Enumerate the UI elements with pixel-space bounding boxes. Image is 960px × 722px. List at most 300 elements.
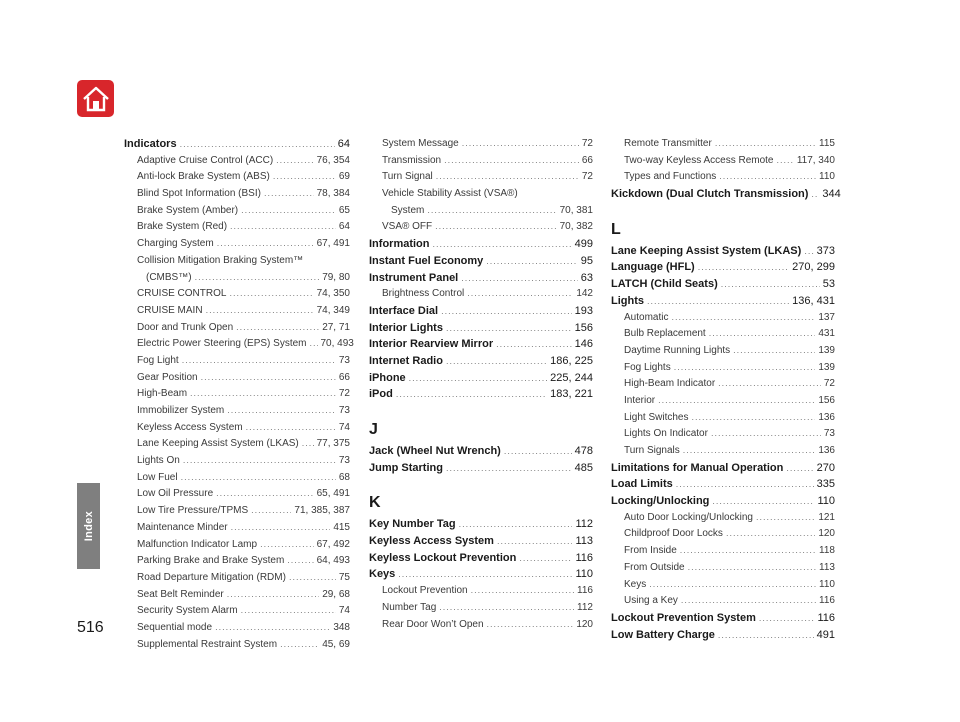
entry-term: High-Beam	[137, 388, 188, 400]
entry-pages[interactable]: 73	[338, 405, 350, 416]
leader-dots	[280, 639, 319, 649]
entry-pages[interactable]: 113	[819, 561, 835, 573]
entry-pages[interactable]: 67, 491	[316, 238, 350, 250]
entry-pages[interactable]: 29, 68	[322, 588, 350, 600]
leader-dots	[486, 256, 577, 266]
section-letter-heading: K	[369, 494, 381, 512]
index-entry[interactable]	[369, 305, 593, 322]
entry-pages[interactable]: 183, 221	[550, 388, 593, 401]
index-subentry[interactable]	[369, 171, 593, 188]
entry-pages[interactable]: 136, 431	[792, 294, 835, 307]
entry-pages[interactable]: 116	[575, 551, 593, 564]
entry-term: High-Beam Indicator	[624, 378, 716, 390]
entry-term: Remote Transmitter	[624, 138, 712, 149]
home-icon	[82, 86, 110, 112]
entry-pages[interactable]: 499	[574, 238, 593, 251]
index-subentry[interactable]	[124, 205, 350, 222]
entry-term: Lights	[611, 294, 644, 307]
index-subentry[interactable]	[369, 288, 593, 305]
index-entry[interactable]	[611, 612, 835, 629]
entry-term: Immobilizer System	[137, 405, 225, 416]
entry-term: Limitations for Manual Operation	[611, 461, 784, 474]
index-entry[interactable]	[369, 338, 593, 355]
index-subentry[interactable]	[124, 388, 350, 405]
leader-dots	[227, 589, 319, 599]
entry-term: Keyless Lockout Prevention	[369, 551, 517, 564]
index-subentry[interactable]	[611, 171, 835, 188]
index-subentry[interactable]	[124, 288, 350, 305]
index-subentry[interactable]	[124, 539, 350, 556]
leader-dots	[427, 205, 556, 215]
leader-dots	[811, 189, 819, 199]
index-entry[interactable]	[369, 388, 593, 405]
leader-dots	[227, 405, 336, 415]
index-entry[interactable]	[611, 295, 835, 312]
entry-pages[interactable]: 110	[575, 568, 593, 581]
leader-dots	[719, 171, 816, 181]
leader-dots	[674, 362, 816, 372]
entry-term: Auto Door Locking/Unlocking	[624, 511, 753, 523]
entry-pages[interactable]: 136	[818, 445, 835, 456]
leader-dots	[229, 288, 313, 298]
entry-term: Lane Keeping Assist System (LKAS)	[137, 438, 299, 450]
leader-dots	[691, 412, 815, 422]
entry-pages[interactable]: 70, 381	[559, 204, 593, 216]
index-subentry[interactable]	[611, 562, 835, 579]
entry-pages[interactable]: 66	[581, 154, 593, 166]
index-subentry[interactable]	[369, 138, 593, 155]
index-subentry[interactable]	[124, 522, 350, 539]
entry-pages[interactable]: 491	[816, 628, 835, 641]
index-subentry[interactable]	[124, 155, 350, 172]
leader-dots	[195, 272, 320, 282]
leader-dots	[759, 613, 815, 623]
leader-dots	[756, 512, 815, 522]
index-subentry[interactable]	[124, 272, 350, 289]
entry-term: Transmission	[382, 154, 442, 166]
entry-term: Internet Radio	[369, 354, 443, 367]
entry-pages[interactable]: 64	[337, 138, 350, 150]
index-entry[interactable]	[124, 138, 350, 155]
entry-term: Road Departure Mitigation (RDM)	[137, 571, 286, 583]
entry-pages[interactable]: 74, 349	[316, 304, 350, 316]
leader-dots	[519, 553, 572, 563]
index-entry[interactable]	[369, 568, 593, 585]
index-entry[interactable]	[611, 478, 835, 495]
index-entry[interactable]	[369, 535, 593, 552]
entry-pages[interactable]: 27, 71	[322, 321, 350, 333]
index-subentry[interactable]	[124, 505, 350, 522]
entry-term: Types and Functions	[624, 171, 717, 183]
index-subentry[interactable]	[611, 528, 835, 545]
index-subentry[interactable]	[124, 472, 350, 489]
index-subentry[interactable]	[124, 338, 354, 355]
entry-term: Turn Signals	[624, 445, 680, 456]
entry-term: Information	[369, 238, 430, 251]
entry-pages[interactable]: 74	[338, 605, 350, 617]
leader-dots	[504, 446, 572, 456]
leader-dots	[181, 472, 336, 482]
index-column-3	[611, 138, 841, 645]
index-subentry[interactable]	[124, 188, 350, 205]
index-entry[interactable]	[611, 495, 835, 512]
index-entry[interactable]	[611, 278, 835, 295]
entry-term: Light Switches	[624, 411, 689, 423]
index-subentry[interactable]	[369, 602, 593, 619]
index-subentry[interactable]	[611, 512, 835, 529]
entry-pages[interactable]: 116	[819, 595, 835, 607]
index-entry[interactable]	[611, 188, 841, 205]
entry-pages[interactable]: 74	[338, 421, 350, 433]
entry-term: Lockout Prevention System	[611, 611, 756, 624]
entry-term: Collision Mitigation Braking System™	[137, 254, 304, 266]
index-subentry[interactable]	[124, 322, 350, 339]
leader-dots	[683, 445, 816, 455]
entry-pages[interactable]: 112	[577, 601, 593, 613]
index-entry[interactable]	[369, 552, 593, 569]
entry-pages[interactable]: 78, 384	[316, 188, 350, 200]
entry-term: Door and Trunk Open	[137, 321, 234, 333]
entry-pages[interactable]: 156	[574, 321, 593, 334]
index-entry[interactable]	[369, 372, 593, 389]
index-subentry	[369, 188, 593, 205]
leader-dots	[289, 572, 336, 582]
index-subentry[interactable]	[369, 585, 593, 602]
leader-dots	[216, 488, 313, 498]
entry-pages[interactable]: 270	[816, 461, 835, 474]
index-column-1	[124, 138, 354, 655]
entry-term: System	[391, 204, 425, 216]
entry-term: Low Tire Pressure/TPMS	[137, 505, 249, 517]
index-subentry[interactable]	[611, 595, 835, 612]
index-subentry[interactable]	[124, 438, 350, 455]
index-entry[interactable]	[369, 255, 593, 272]
entry-term: Jump Starting	[369, 461, 443, 474]
entry-term: Malfunction Indicator Lamp	[137, 538, 258, 550]
entry-pages[interactable]: 478	[574, 445, 593, 457]
leader-dots	[471, 585, 574, 595]
leader-dots	[446, 463, 572, 473]
leader-dots	[398, 569, 572, 579]
index-subentry[interactable]	[124, 572, 350, 589]
leader-dots	[671, 312, 815, 322]
index-column-2	[369, 138, 593, 635]
entry-term: Adaptive Cruise Control (ACC)	[137, 154, 274, 166]
leader-dots	[264, 188, 314, 198]
entry-pages[interactable]: 431	[818, 328, 835, 340]
entry-term: Locking/Unlocking	[611, 495, 710, 508]
entry-pages[interactable]: 186, 225	[550, 354, 593, 367]
entry-term: Automatic	[624, 311, 669, 323]
entry-term: Turn Signal	[382, 171, 433, 183]
leader-dots	[231, 522, 331, 532]
entry-term: Keyless Access System	[137, 421, 243, 433]
leader-dots	[446, 323, 572, 333]
entry-term: iPhone	[369, 371, 406, 384]
leader-dots	[201, 372, 336, 382]
entry-pages[interactable]: 344	[822, 188, 841, 201]
index-entry[interactable]	[611, 261, 835, 278]
leader-dots	[711, 428, 821, 438]
leader-dots	[433, 239, 572, 249]
index-subentry[interactable]	[369, 619, 593, 636]
leader-dots	[230, 221, 336, 231]
index-subentry[interactable]	[124, 405, 350, 422]
leader-dots	[680, 545, 816, 555]
index-subentry[interactable]	[611, 579, 835, 596]
leader-dots	[436, 171, 579, 181]
index-subentry[interactable]	[611, 428, 835, 445]
entry-term: Lights On	[137, 455, 180, 467]
entry-term: VSA® OFF	[382, 221, 433, 233]
index-entry[interactable]	[611, 245, 835, 262]
entry-pages[interactable]: 110	[817, 495, 835, 508]
index-subentry[interactable]	[611, 138, 835, 155]
entry-term: Keys	[624, 578, 647, 590]
entry-pages[interactable]: 77, 375	[316, 438, 350, 450]
index-subentry[interactable]	[611, 412, 835, 429]
leader-dots	[444, 155, 579, 165]
index-subentry[interactable]	[124, 455, 350, 472]
entry-term: Load Limits	[611, 478, 673, 491]
entry-pages[interactable]: 70, 493	[320, 338, 354, 350]
entry-pages[interactable]: 139	[818, 361, 835, 373]
entry-pages[interactable]: 136	[818, 411, 835, 423]
index-subentry[interactable]	[611, 378, 835, 395]
index-subentry[interactable]	[124, 555, 350, 572]
entry-term: Rear Door Won’t Open	[382, 618, 484, 630]
index-subentry[interactable]	[611, 445, 835, 462]
entry-term: Kickdown (Dual Clutch Transmission)	[611, 188, 809, 201]
entry-pages[interactable]: 146	[574, 338, 593, 351]
index-subentry[interactable]	[124, 238, 350, 255]
index-entry[interactable]	[369, 272, 593, 289]
index-entry[interactable]	[369, 238, 593, 255]
index-subentry[interactable]	[124, 488, 350, 505]
entry-term: Parking Brake and Brake System	[137, 555, 285, 567]
entry-pages[interactable]: 156	[818, 394, 835, 406]
page-number: 516	[77, 619, 104, 636]
entry-term: Keys	[369, 568, 396, 581]
entry-pages[interactable]: 112	[575, 518, 593, 531]
entry-term: Fog Light	[137, 354, 179, 366]
index-subentry[interactable]	[124, 422, 350, 439]
entry-pages[interactable]: 69	[338, 171, 350, 183]
entry-pages[interactable]: 72	[823, 378, 835, 390]
leader-dots	[251, 505, 291, 515]
entry-term: (CMBS™)	[146, 271, 192, 283]
index-entry[interactable]	[369, 445, 593, 462]
entry-term: Low Fuel	[137, 471, 178, 483]
entry-pages[interactable]: 225, 244	[550, 371, 593, 384]
entry-term: LATCH (Child Seats)	[611, 278, 718, 291]
section-letter-heading: J	[369, 421, 378, 438]
entry-pages[interactable]: 348	[333, 621, 350, 633]
leader-dots	[718, 630, 814, 640]
index-subentry[interactable]	[369, 221, 593, 238]
entry-pages[interactable]: 70, 382	[559, 221, 593, 233]
index-subentry[interactable]	[611, 345, 835, 362]
index-subentry[interactable]	[124, 355, 350, 372]
entry-pages[interactable]: 121	[818, 511, 835, 523]
index-subentry[interactable]	[124, 605, 350, 622]
index-subentry[interactable]	[369, 205, 593, 222]
index-subentry[interactable]	[124, 372, 350, 389]
entry-pages[interactable]: 116	[817, 611, 835, 624]
entry-term: Brightness Control	[382, 288, 465, 300]
entry-pages[interactable]: 74, 350	[316, 288, 350, 300]
index-entry[interactable]	[369, 462, 593, 479]
index-subentry[interactable]	[611, 545, 835, 562]
entry-pages[interactable]: 120	[818, 528, 835, 540]
leader-dots	[715, 138, 816, 148]
entry-pages[interactable]: 64, 493	[316, 555, 350, 567]
entry-pages[interactable]: 53	[822, 278, 835, 291]
entry-pages[interactable]: 45, 69	[322, 638, 350, 650]
entry-pages[interactable]: 118	[819, 545, 835, 557]
leader-dots	[217, 238, 314, 248]
index-subentry[interactable]	[124, 639, 350, 656]
index-subentry[interactable]	[611, 312, 835, 329]
leader-dots	[183, 455, 336, 465]
entry-pages[interactable]: 65, 491	[316, 488, 350, 500]
leader-dots	[733, 345, 815, 355]
entry-pages[interactable]: 63	[580, 271, 593, 284]
entry-pages[interactable]: 65	[338, 204, 350, 216]
entry-pages[interactable]: 75	[338, 571, 350, 583]
entry-pages[interactable]: 116	[577, 585, 593, 597]
index-entry[interactable]	[611, 629, 835, 646]
entry-term: Key Number Tag	[369, 518, 456, 531]
entry-term: Interior Rearview Mirror	[369, 338, 494, 351]
index-subentry[interactable]	[611, 328, 835, 345]
entry-pages[interactable]: 117, 340	[796, 154, 835, 166]
entry-pages[interactable]: 72	[338, 388, 350, 400]
entry-term: Seat Belt Reminder	[137, 588, 224, 600]
entry-pages[interactable]: 335	[816, 478, 835, 491]
entry-pages[interactable]: 113	[575, 535, 593, 548]
side-tab-label: Index	[82, 510, 95, 542]
entry-pages[interactable]: 485	[574, 461, 593, 474]
index-entry[interactable]	[369, 355, 593, 372]
entry-pages[interactable]: 142	[576, 288, 593, 300]
entry-term: Sequential mode	[137, 621, 213, 633]
leader-dots	[310, 338, 318, 348]
index-subentry[interactable]	[124, 305, 350, 322]
entry-term: Lane Keeping Assist System (LKAS)	[611, 244, 802, 257]
entry-pages[interactable]: 415	[333, 521, 350, 533]
index-subentry	[124, 255, 350, 272]
index-entry[interactable]	[369, 518, 593, 535]
index-side-tab[interactable]	[77, 483, 100, 569]
entry-term: Childproof Door Locks	[624, 528, 723, 540]
entry-term: Blind Spot Information (BSI)	[137, 188, 261, 200]
index-subentry[interactable]	[124, 221, 350, 238]
entry-pages[interactable]: 373	[816, 244, 835, 257]
leader-dots	[236, 322, 319, 332]
leader-dots	[446, 356, 547, 366]
entry-pages[interactable]: 139	[818, 344, 835, 356]
entry-pages[interactable]: 72	[581, 171, 593, 183]
index-entry[interactable]	[611, 462, 835, 479]
entry-term: Charging System	[137, 238, 214, 250]
entry-term: Instant Fuel Economy	[369, 254, 484, 267]
entry-pages[interactable]: 72	[581, 138, 593, 149]
leader-dots	[496, 339, 572, 349]
leader-dots	[649, 579, 816, 589]
entry-pages[interactable]: 64	[338, 221, 350, 233]
leader-dots	[302, 438, 314, 448]
entry-pages[interactable]: 120	[576, 618, 593, 630]
index-subentry[interactable]	[611, 362, 835, 379]
entry-term: From Inside	[624, 545, 677, 557]
leader-dots	[681, 595, 816, 605]
leader-dots	[190, 388, 336, 398]
entry-pages[interactable]: 110	[819, 171, 835, 183]
entry-pages[interactable]: 68	[338, 471, 350, 483]
index-subentry[interactable]	[369, 155, 593, 172]
entry-term: Bulb Replacement	[624, 328, 706, 340]
leader-dots	[804, 246, 813, 256]
index-entry[interactable]	[369, 322, 593, 339]
entry-term: Keyless Access System	[369, 535, 494, 548]
entry-term: Vehicle Stability Assist (VSA®)	[382, 188, 518, 200]
entry-term: Low Battery Charge	[611, 628, 715, 641]
index-subentry[interactable]	[124, 622, 350, 639]
index-subentry[interactable]	[124, 589, 350, 606]
entry-term: Indicators	[124, 138, 177, 150]
entry-term: Supplemental Restraint System	[137, 638, 278, 650]
leader-dots	[688, 562, 816, 572]
entry-term: Using a Key	[624, 595, 678, 607]
entry-pages[interactable]: 137	[818, 311, 835, 323]
entry-pages[interactable]: 73	[823, 428, 835, 440]
home-button[interactable]	[77, 80, 114, 117]
entry-term: Instrument Panel	[369, 271, 459, 284]
entry-term: Interior	[624, 394, 656, 406]
leader-dots	[180, 139, 335, 149]
index-subentry[interactable]	[611, 155, 835, 172]
entry-pages[interactable]: 79, 80	[322, 271, 350, 283]
leader-dots	[206, 305, 314, 315]
entry-pages[interactable]: 73	[338, 354, 350, 366]
entry-term: Language (HFL)	[611, 261, 695, 274]
entry-pages[interactable]: 71, 385, 387	[294, 505, 350, 517]
entry-pages[interactable]: 95	[580, 254, 593, 267]
entry-term: Brake System (Red)	[137, 221, 228, 233]
entry-pages[interactable]: 115	[819, 138, 835, 149]
index-subentry[interactable]	[611, 395, 835, 412]
entry-pages[interactable]: 193	[574, 304, 593, 317]
leader-dots	[215, 622, 330, 632]
leader-dots	[241, 205, 336, 215]
entry-pages[interactable]: 73	[338, 455, 350, 467]
leader-dots	[246, 422, 336, 432]
leader-dots	[676, 479, 814, 489]
entry-term: From Outside	[624, 561, 685, 573]
entry-pages[interactable]: 76, 354	[316, 154, 350, 166]
entry-term: Interior Lights	[369, 321, 443, 334]
index-subentry[interactable]	[124, 171, 350, 188]
entry-pages[interactable]: 67, 492	[316, 538, 350, 550]
entry-term: Security System Alarm	[137, 605, 238, 617]
entry-term: Maintenance Minder	[137, 521, 228, 533]
entry-pages[interactable]: 270, 299	[792, 261, 835, 274]
entry-pages[interactable]: 110	[819, 578, 835, 590]
entry-term: Number Tag	[382, 601, 437, 613]
entry-pages[interactable]: 66	[338, 371, 350, 383]
entry-term: iPod	[369, 388, 393, 401]
